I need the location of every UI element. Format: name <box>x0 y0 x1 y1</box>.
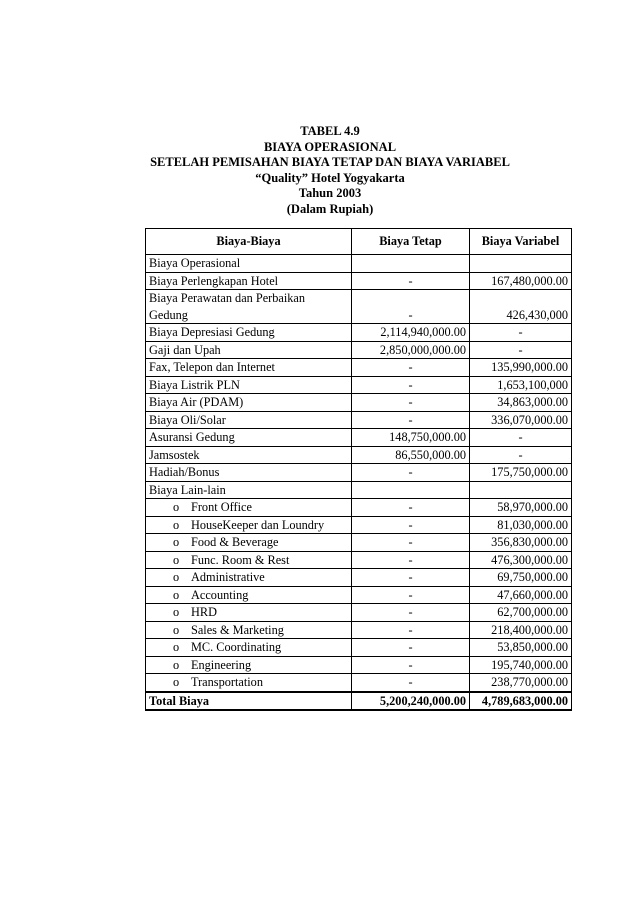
table-subrow <box>146 621 572 639</box>
fixed-cost-value: - <box>352 639 470 657</box>
total-variable-cost: 4,789,683,000.00 <box>470 692 572 711</box>
cost-item-label: Gaji dan Upah <box>146 341 352 359</box>
fixed-cost-value: - <box>352 394 470 412</box>
sub-item-wrapper <box>149 639 281 656</box>
sub-item-wrapper <box>149 657 251 674</box>
sub-item-label: Accounting <box>191 587 249 602</box>
sub-item-label: HouseKeeper dan Loundry <box>191 517 325 532</box>
variable-cost-value: 34,863,000.00 <box>470 394 572 412</box>
operational-cost-table <box>145 228 572 711</box>
total-label: Total Biaya <box>146 692 352 711</box>
sub-item-label: Func. Room & Rest <box>191 552 290 567</box>
variable-cost-value: 218,400,000.00 <box>470 621 572 639</box>
sub-cost-item <box>146 551 352 569</box>
sub-item-label: HRD <box>191 605 217 619</box>
table-row <box>146 324 572 342</box>
cost-item-label: Biaya Air (PDAM) <box>146 394 352 412</box>
variable-cost-value: - <box>470 341 572 359</box>
cost-item-label-line1: Biaya Perawatan dan Perbaikan <box>149 291 306 305</box>
sub-item-label: Administrative <box>191 570 265 584</box>
variable-cost-value: 1,653,100,000 <box>470 376 572 394</box>
cost-item-label: Biaya Operasional <box>146 255 352 273</box>
header-variable-cost: Biaya Variabel <box>470 229 572 255</box>
fixed-cost-value: - <box>352 516 470 534</box>
table-subrow <box>146 586 572 604</box>
cost-item-label: Jamsostek <box>146 446 352 464</box>
fixed-cost-value: - <box>352 534 470 552</box>
sub-item-wrapper <box>149 622 284 639</box>
sub-item-wrapper <box>149 587 248 604</box>
bullet-icon: o <box>173 517 180 532</box>
fixed-cost-value <box>352 255 470 273</box>
total-row <box>146 692 572 711</box>
cost-item-label-line2: Gedung <box>149 307 188 322</box>
sub-item-label: MC. Coordinating <box>191 640 282 654</box>
table-subheading: SETELAH PEMISAHAN BIAYA TETAP DAN BIAYA VARIABEL <box>150 155 510 169</box>
cost-item-label <box>146 290 352 324</box>
cost-item-label: Fax, Telepon dan Internet <box>146 359 352 377</box>
table-row <box>146 341 572 359</box>
sub-item-label: Transportation <box>191 675 263 689</box>
variable-cost-value: - <box>470 429 572 447</box>
fixed-cost-value: - <box>352 551 470 569</box>
fixed-cost-value: - <box>352 411 470 429</box>
table-header-row <box>146 229 572 255</box>
variable-cost-value: 476,300,000.00 <box>470 551 572 569</box>
variable-cost-value: 238,770,000.00 <box>470 674 572 692</box>
variable-cost-value: 58,970,000.00 <box>470 499 572 517</box>
sub-cost-item <box>146 499 352 517</box>
fixed-cost-value: - <box>352 656 470 674</box>
fixed-cost-value: - <box>352 290 470 324</box>
fixed-cost-value: - <box>352 621 470 639</box>
fixed-cost-value: 2,114,940,000.00 <box>352 324 470 342</box>
table-row <box>146 481 572 499</box>
bullet-icon: o <box>173 552 180 567</box>
table-year: Tahun 2003 <box>298 186 362 200</box>
table-title-block <box>100 124 560 217</box>
table-subrow <box>146 569 572 587</box>
table-subrow <box>146 551 572 569</box>
table-subrow <box>146 534 572 552</box>
sub-item-wrapper <box>149 569 265 586</box>
sub-item-label: Front Office <box>191 500 252 514</box>
cost-item-label: Biaya Depresiasi Gedung <box>146 324 352 342</box>
table-row <box>146 359 572 377</box>
sub-cost-item <box>146 621 352 639</box>
bullet-icon: o <box>173 500 180 514</box>
table-row <box>146 376 572 394</box>
bullet-icon: o <box>173 605 180 619</box>
fixed-cost-value: - <box>352 604 470 622</box>
hotel-name: “Quality” Hotel Yogyakarta <box>255 170 405 185</box>
cost-item-label: Asuransi Gedung <box>146 429 352 447</box>
bullet-icon: o <box>173 570 180 584</box>
table-subrow <box>146 639 572 657</box>
bullet-icon: o <box>173 657 180 672</box>
table-row <box>146 429 572 447</box>
bullet-icon: o <box>173 640 180 654</box>
variable-cost-value: 195,740,000.00 <box>470 656 572 674</box>
variable-cost-value: 167,480,000.00 <box>470 272 572 290</box>
variable-cost-value: 135,990,000.00 <box>470 359 572 377</box>
variable-cost-value: 81,030,000.00 <box>470 516 572 534</box>
table-row <box>146 255 572 273</box>
sub-cost-item <box>146 569 352 587</box>
variable-cost-value: 336,070,000.00 <box>470 411 572 429</box>
header-cost-item: Biaya-Biaya <box>146 229 352 255</box>
fixed-cost-value: - <box>352 464 470 482</box>
table-row <box>146 464 572 482</box>
bullet-icon: o <box>173 535 180 549</box>
fixed-cost-value: - <box>352 376 470 394</box>
total-fixed-cost: 5,200,240,000.00 <box>352 692 470 711</box>
table-subrow <box>146 656 572 674</box>
table-row <box>146 411 572 429</box>
sub-item-wrapper <box>149 517 324 534</box>
sub-item-wrapper <box>149 499 252 516</box>
table-subrow <box>146 499 572 517</box>
variable-cost-value <box>470 255 572 273</box>
sub-cost-item <box>146 639 352 657</box>
variable-cost-value: 175,750,000.00 <box>470 464 572 482</box>
table-row <box>146 394 572 412</box>
variable-cost-value: 47,660,000.00 <box>470 586 572 604</box>
cost-item-label: Biaya Listrik PLN <box>146 376 352 394</box>
header-fixed-cost: Biaya Tetap <box>352 229 470 255</box>
bullet-icon: o <box>173 587 180 602</box>
currency-note: (Dalam Rupiah) <box>286 201 374 216</box>
sub-item-wrapper <box>149 534 278 551</box>
sub-cost-item <box>146 656 352 674</box>
cost-item-label: Biaya Oli/Solar <box>146 411 352 429</box>
sub-cost-item <box>146 516 352 534</box>
variable-cost-value: - <box>470 446 572 464</box>
fixed-cost-value: - <box>352 359 470 377</box>
variable-cost-value: 356,830,000.00 <box>470 534 572 552</box>
table-subrow <box>146 604 572 622</box>
cost-item-label: Biaya Lain-lain <box>146 481 352 499</box>
sub-item-label: Sales & Marketing <box>191 622 284 637</box>
table-number: TABEL 4.9 <box>300 124 360 138</box>
table-row <box>146 446 572 464</box>
bullet-icon: o <box>173 675 180 689</box>
variable-cost-value <box>470 481 572 499</box>
bullet-icon: o <box>173 622 180 637</box>
table-row <box>146 290 572 324</box>
fixed-cost-value: 86,550,000.00 <box>352 446 470 464</box>
cost-item-label: Biaya Perlengkapan Hotel <box>146 272 352 290</box>
fixed-cost-value: - <box>352 569 470 587</box>
fixed-cost-value: 2,850,000,000.00 <box>352 341 470 359</box>
variable-cost-value: 53,850,000.00 <box>470 639 572 657</box>
fixed-cost-value: 148,750,000.00 <box>352 429 470 447</box>
fixed-cost-value: - <box>352 499 470 517</box>
fixed-cost-value: - <box>352 272 470 290</box>
fixed-cost-value: - <box>352 674 470 692</box>
table-subrow <box>146 674 572 692</box>
variable-cost-value: 62,700,000.00 <box>470 604 572 622</box>
sub-cost-item <box>146 586 352 604</box>
sub-item-wrapper <box>149 552 289 569</box>
sub-item-wrapper <box>149 674 263 691</box>
sub-cost-item <box>146 534 352 552</box>
sub-item-label: Food & Beverage <box>191 535 279 549</box>
table-subrow <box>146 516 572 534</box>
fixed-cost-value <box>352 481 470 499</box>
sub-cost-item <box>146 674 352 692</box>
sub-item-label: Engineering <box>191 657 252 672</box>
table-row <box>146 272 572 290</box>
variable-cost-value: 426,430,000 <box>470 290 572 324</box>
variable-cost-value: - <box>470 324 572 342</box>
variable-cost-value: 69,750,000.00 <box>470 569 572 587</box>
fixed-cost-value: - <box>352 586 470 604</box>
table-heading: BIAYA OPERASIONAL <box>263 139 397 154</box>
sub-item-wrapper <box>149 604 217 621</box>
sub-cost-item <box>146 604 352 622</box>
cost-item-label: Hadiah/Bonus <box>146 464 352 482</box>
